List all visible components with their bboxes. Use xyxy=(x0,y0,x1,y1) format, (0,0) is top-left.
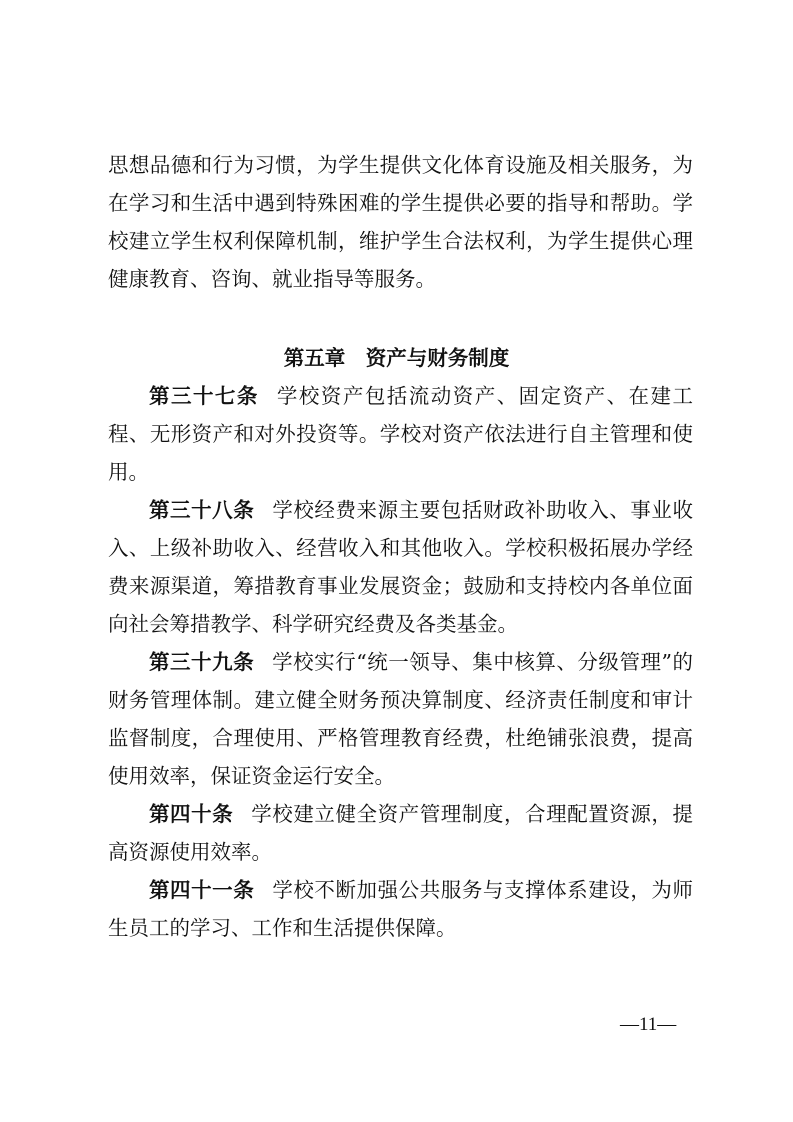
article-38 xyxy=(108,491,693,643)
article-text: 学校实行“统一领导、集中核算、分级管理”的财务管理体制。建立健全财务预决算制度、经济责任制度和审计监督制度，合理使用、严格管理教育经费，杜绝铺张浪费，提高使用效率，保证资金运行安全。 xyxy=(108,650,693,788)
article-text: 学校经费来源主要包括财政补助收入、事业收入、上级补助收入、经营收入和其他收入。学校积极拓展办学经费来源渠道，筹措教育事业发展资金；鼓励和支持校内各单位面向社会筹措教学、科学研究经费及各类基金。 xyxy=(108,498,693,636)
chapter-title: 第五章 资产与财务制度 xyxy=(283,346,510,370)
articles-block xyxy=(108,377,693,947)
article-39 xyxy=(108,643,693,795)
article-text: 学校不断加强公共服务与支撑体系建设，为师生员工的学习、工作和生活提供保障。 xyxy=(108,878,693,940)
article-37 xyxy=(108,377,693,491)
intro-paragraph-block xyxy=(108,146,693,298)
intro-paragraph: 思想品德和行为习惯，为学生提供文化体育设施及相关服务，为在学习和生活中遇到特殊困难的学生提供必要的指导和帮助。学校建立学生权利保障机制，维护学生合法权利，为学生提供心理健康教育、咨询、就业指导等服务。 xyxy=(108,153,693,291)
article-number: 第四十一条 xyxy=(149,878,255,902)
article-41 xyxy=(108,871,693,947)
page-number: —11— xyxy=(620,1014,677,1035)
article-number: 第三十九条 xyxy=(149,650,255,674)
article-text: 学校资产包括流动资产、固定资产、在建工程、无形资产和对外投资等。学校对资产依法进行自主管理和使用。 xyxy=(108,384,694,484)
article-number: 第三十八条 xyxy=(149,498,255,522)
article-text: 学校建立健全资产管理制度，合理配置资源，提高资源使用效率。 xyxy=(108,802,693,864)
article-number: 第三十七条 xyxy=(149,384,259,408)
article-number: 第四十条 xyxy=(149,802,234,826)
article-40 xyxy=(108,795,693,871)
